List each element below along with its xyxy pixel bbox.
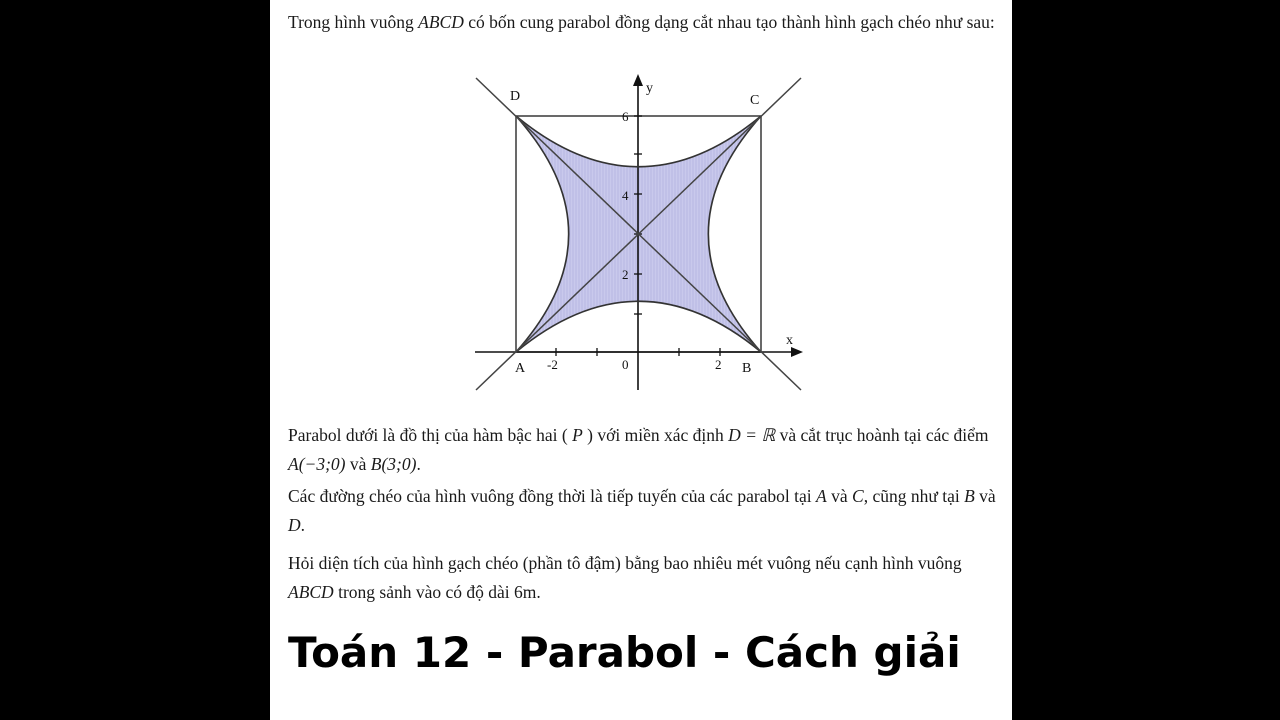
question-text-2: trong sảnh vào có độ dài 6m. [333, 582, 541, 602]
x-axis-arrow [791, 347, 803, 357]
problem-intro [288, 8, 1004, 37]
diag-point-d: D [288, 515, 301, 535]
label-a: A [515, 361, 526, 376]
square-name: ABCD [418, 12, 464, 32]
diag-text-4: và [974, 486, 996, 506]
domain-expression: D = ℝ [728, 425, 776, 445]
diag-text-3: , cũng như tại [863, 486, 965, 506]
y-axis-arrow [633, 74, 643, 86]
parabol-text-4: và [345, 454, 371, 474]
tick-label-y4: 4 [622, 188, 629, 203]
parabol-text-1: Parabol dưới là đồ thị của hàm bậc hai ( [288, 425, 573, 445]
parabol-text-3: và cắt trục hoành tại các điểm [775, 425, 989, 445]
diag-text-2: và [826, 486, 853, 506]
intro-text-1: Trong hình vuông [288, 12, 419, 32]
tick-label-origin: 0 [622, 357, 629, 372]
question-square-name: ABCD [288, 582, 334, 602]
tick-label-x-neg2: -2 [547, 357, 558, 372]
question-text-1: Hỏi diện tích của hình gạch chéo (phần tô đậm) bằng bao nhiêu mét vuông nếu cạnh hình vuông [288, 553, 962, 573]
diagonal-statement [288, 482, 1004, 540]
parabol-text-5: . [416, 454, 421, 474]
parabola-definition [288, 421, 1004, 479]
point-b-coords: B(3;0) [370, 454, 417, 474]
parabol-text-2: ) với miền xác định [582, 425, 729, 445]
question-text [288, 549, 1004, 607]
tick-label-y2: 2 [622, 267, 629, 282]
diag-point-c: C [852, 486, 864, 506]
diag-text-1: Các đường chéo của hình vuông đồng thời là tiếp tuyến của các parabol tại [288, 486, 817, 506]
diag-point-a: A [816, 486, 827, 506]
label-d: D [510, 89, 521, 104]
document-page [270, 0, 1012, 720]
intro-text-2: có bốn cung parabol đồng dạng cắt nhau tạo thành hình gạch chéo như sau: [463, 12, 995, 32]
label-b: B [742, 361, 752, 376]
label-x: x [786, 333, 793, 348]
label-y: y [646, 81, 653, 96]
tick-label-y6: 6 [622, 109, 629, 124]
video-title-banner: Toán 12 - Parabol - Cách giải [288, 628, 961, 677]
point-a-coords: A(−3;0) [288, 454, 346, 474]
parabola-figure [470, 72, 810, 397]
tick-label-x2: 2 [715, 357, 722, 372]
diag-point-b: B [964, 486, 975, 506]
label-c: C [750, 93, 760, 108]
function-name: P [572, 425, 583, 445]
diag-text-5: . [300, 515, 306, 535]
